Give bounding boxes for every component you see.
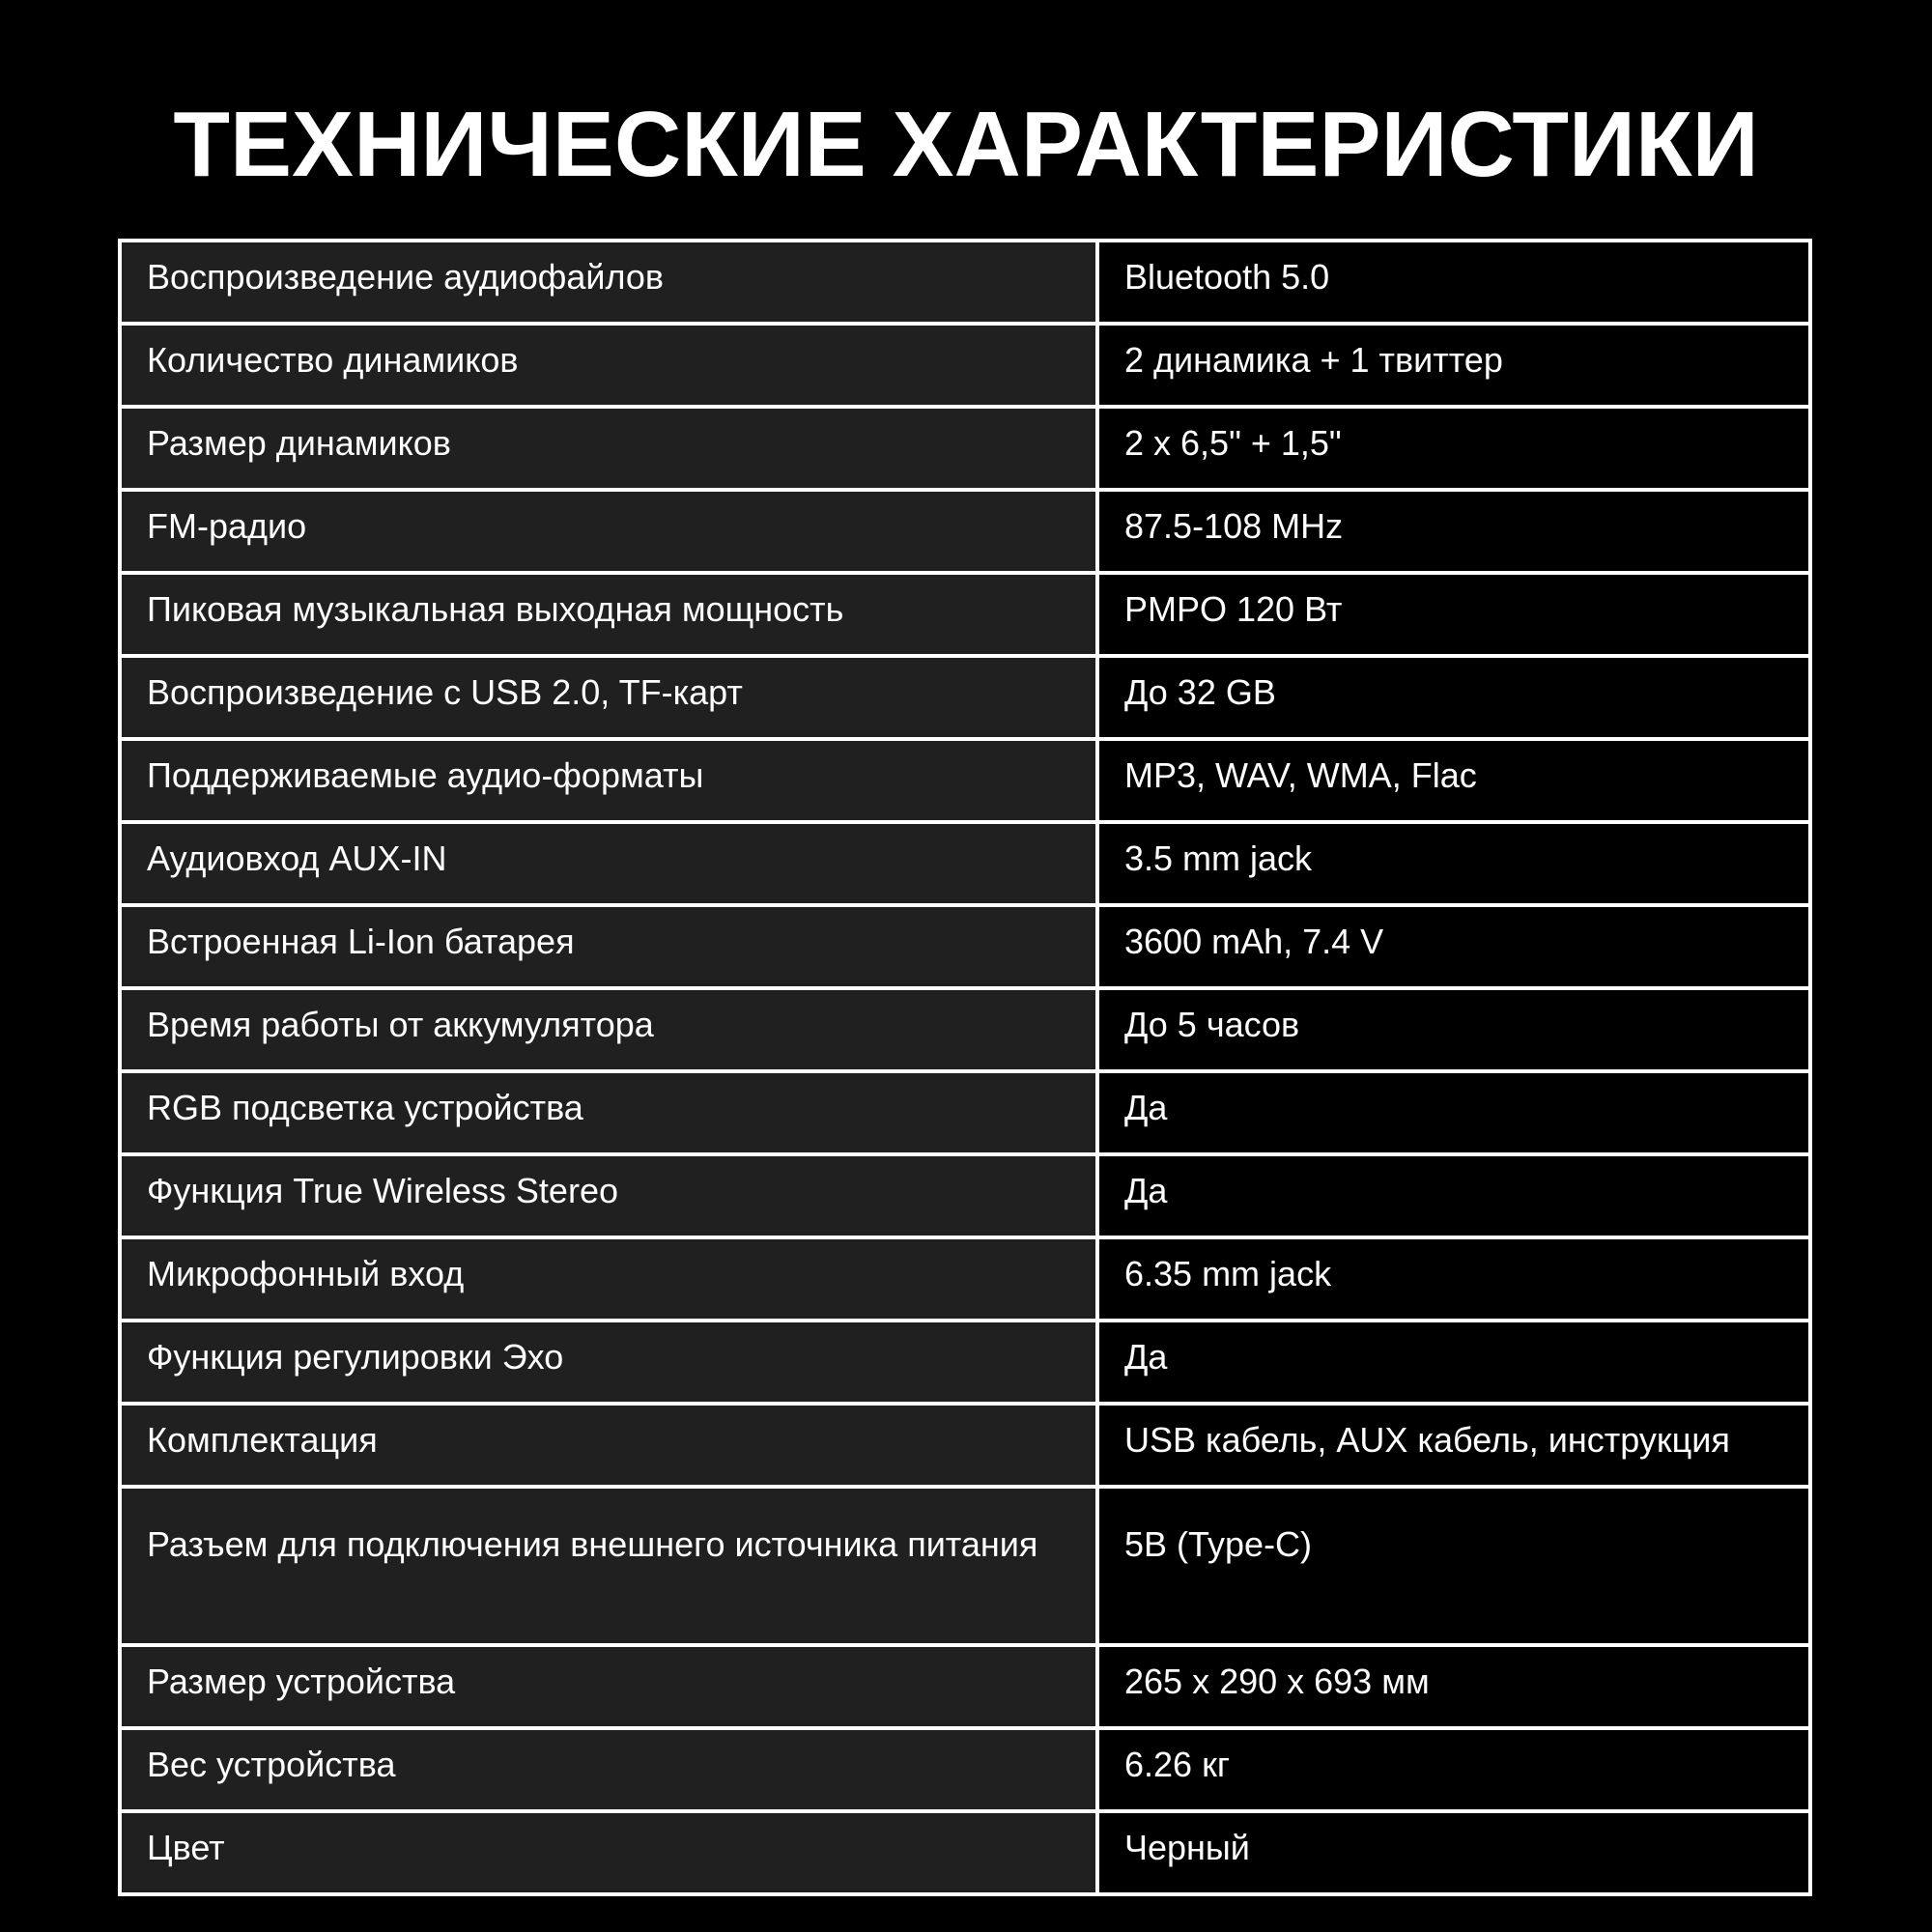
- spec-label: RGB подсветка устройства: [120, 1071, 1097, 1154]
- spec-label: Аудиовход AUX-IN: [120, 822, 1097, 905]
- spec-row: [120, 324, 1810, 407]
- spec-label: Воспроизведение аудиофайлов: [120, 241, 1097, 324]
- spec-label: Микрофонный вход: [120, 1237, 1097, 1321]
- page-title: ТЕХНИЧЕСКИЕ ХАРАКТЕРИСТИКИ: [173, 93, 1759, 196]
- spec-label: Размер динамиков: [120, 407, 1097, 490]
- spec-row: [120, 739, 1810, 822]
- spec-row: [120, 1487, 1810, 1645]
- spec-value: Да: [1097, 1321, 1810, 1404]
- spec-row: [120, 1728, 1810, 1811]
- spec-value: 3.5 mm jack: [1097, 822, 1810, 905]
- spec-row: [120, 1645, 1810, 1728]
- spec-row: [120, 1811, 1810, 1894]
- spec-row: [120, 1071, 1810, 1154]
- spec-label: Разъем для подключения внешнего источника питания: [120, 1487, 1097, 1645]
- spec-row: [120, 573, 1810, 656]
- spec-value: MP3, WAV, WMA, Flac: [1097, 739, 1810, 822]
- spec-row: [120, 407, 1810, 490]
- spec-row: [120, 241, 1810, 324]
- spec-label: Встроенная Li-Ion батарея: [120, 905, 1097, 988]
- spec-row: [120, 1321, 1810, 1404]
- spec-row: [120, 656, 1810, 739]
- spec-label: Вес устройства: [120, 1728, 1097, 1811]
- spec-value: До 5 часов: [1097, 988, 1810, 1071]
- spec-table: [118, 239, 1812, 1896]
- spec-label: Функция True Wireless Stereo: [120, 1154, 1097, 1237]
- spec-label: Поддерживаемые аудио-форматы: [120, 739, 1097, 822]
- spec-label: Цвет: [120, 1811, 1097, 1894]
- spec-row: [120, 1404, 1810, 1487]
- spec-label: Комплектация: [120, 1404, 1097, 1487]
- spec-label: Пиковая музыкальная выходная мощность: [120, 573, 1097, 656]
- spec-table-body: [120, 241, 1810, 1894]
- spec-value: 6.26 кг: [1097, 1728, 1810, 1811]
- spec-value: 2 x 6,5" + 1,5": [1097, 407, 1810, 490]
- spec-value: 87.5-108 MHz: [1097, 490, 1810, 573]
- spec-value: PMPO 120 Вт: [1097, 573, 1810, 656]
- spec-row: [120, 905, 1810, 988]
- spec-row: [120, 1154, 1810, 1237]
- spec-value: Да: [1097, 1154, 1810, 1237]
- spec-label: Воспроизведение с USB 2.0, TF-карт: [120, 656, 1097, 739]
- spec-value: Да: [1097, 1071, 1810, 1154]
- spec-row: [120, 490, 1810, 573]
- spec-value: До 32 GB: [1097, 656, 1810, 739]
- spec-label: FM-радио: [120, 490, 1097, 573]
- spec-row: [120, 988, 1810, 1071]
- spec-label: Количество динамиков: [120, 324, 1097, 407]
- spec-value: 265 x 290 x 693 мм: [1097, 1645, 1810, 1728]
- spec-label: Функция регулировки Эхо: [120, 1321, 1097, 1404]
- spec-label: Размер устройства: [120, 1645, 1097, 1728]
- spec-value: Черный: [1097, 1811, 1810, 1894]
- spec-value: 5В (Type-C): [1097, 1487, 1810, 1645]
- spec-row: [120, 1237, 1810, 1321]
- spec-value: Bluetooth 5.0: [1097, 241, 1810, 324]
- spec-value: 6.35 mm jack: [1097, 1237, 1810, 1321]
- spec-label: Время работы от аккумулятора: [120, 988, 1097, 1071]
- spec-value: 2 динамика + 1 твиттер: [1097, 324, 1810, 407]
- spec-row: [120, 822, 1810, 905]
- spec-value: 3600 mAh, 7.4 V: [1097, 905, 1810, 988]
- spec-value: USB кабель, AUX кабель, инструкция: [1097, 1404, 1810, 1487]
